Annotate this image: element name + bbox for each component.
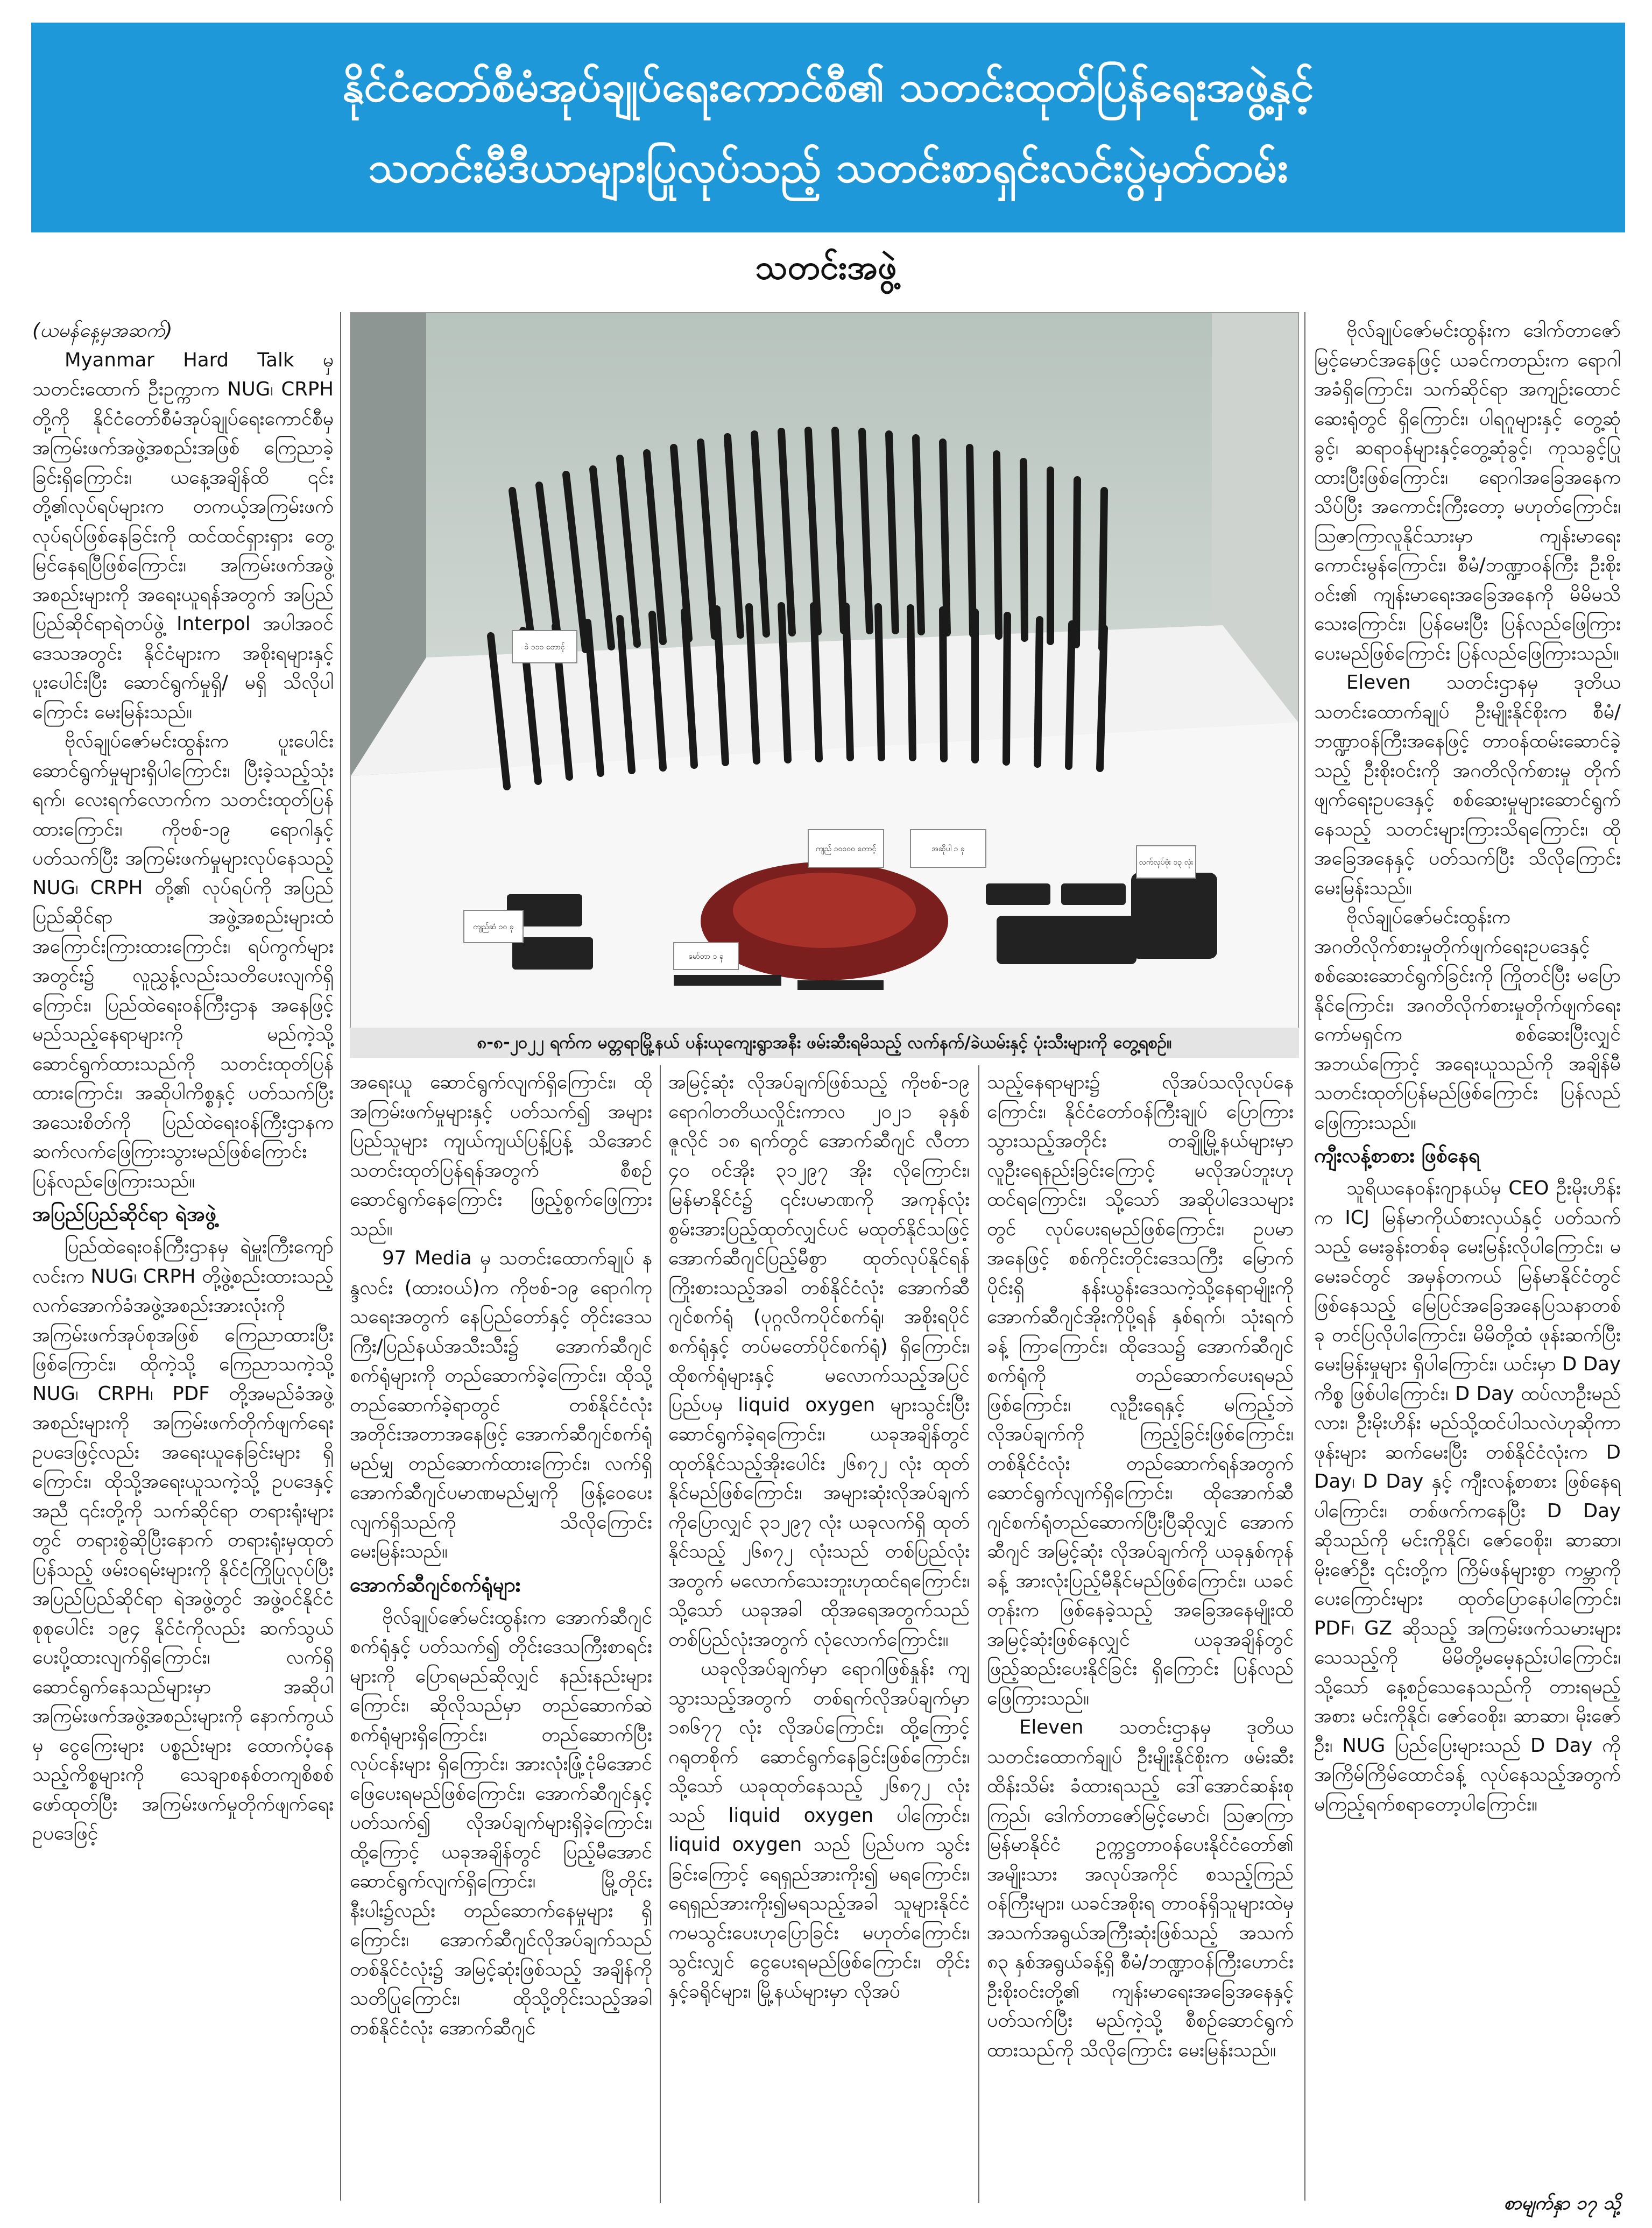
subheading: အောက်ဆီဂျင်စက်ရုံများ [350, 1573, 521, 1596]
continued-from-label: (ယမန်နေ့မှအဆက်) [32, 320, 173, 342]
column-divider [660, 1065, 661, 2203]
photo-label: မော်တာ ၁ ခု [688, 952, 724, 961]
weapons-photo [350, 312, 1299, 1029]
paragraph: Eleven သတင်းဌာနမှ ဒုတိယသတင်းထောက်ချုပ် ဦးမျိုးနိုင်စိုးက စီမံ/ဘဏ္ဍာဝန်ကြီးအနေဖြင့် တာဝန်ထမ်းဆောင်ခဲ့သည့် ဦးစိုးဝင်းကို အဂတိလိုက်စားမှု တိုက်ဖျက်ရေးဥပဒေနှင့် စစ်ဆေးမှုများဆောင်ရွက်နေသည့် သတင်းများကြားသိရကြောင်း၊ ထိုအခြေအနေနှင့် ပတ်သက်ပြီး သိလိုကြောင်း မေးမြန်းသည်။ [1314, 671, 1621, 899]
paragraph: ဗိုလ်ချုပ်ဇော်မင်းထွန်းက အောက်ဆီဂျင်စက်ရုံနှင့် ပတ်သက်၍ တိုင်းဒေသကြီးစာရင်းများကို ပြောရမည်ဆိုလျှင် နည်းနည်းများကြောင်း၊ ဆိုလိုသည်မှာ တည်ဆောက်ဆဲ စက်ရုံများရှိကြောင်း၊ တည်ဆောက်ပြီးလုပ်ငန်းများ ရှိကြောင်း၊ အားလုံးဖြုံ့ငုံမိအောင် ဖြေပေးရမည်ဖြစ်ကြောင်း၊ အောက်ဆီဂျင်နှင့် ပတ်သက်၍ လိုအပ်ချက်များရှိခဲ့ကြောင်း၊ ထို့ကြောင့် ယခုအချိန်တွင် ပြည့်မီအောင် ဆောင်ရွက်လျက်ရှိကြောင်း၊ မြို့တိုင်းနီးပါး၌လည်း တည်ဆောက်နေမှုများ ရှိကြောင်း၊ အောက်ဆီဂျင်လိုအပ်ချက်သည် တစ်နိုင်ငံလုံး၌ အမြင့်ဆုံးဖြစ်သည့် အချိန်ကိုသတိပြုကြောင်း၊ ထိုသို့တိုင်းသည့်အခါ တစ်နိုင်ငံလုံး အောက်ဆီဂျင် [350, 1606, 652, 2039]
paragraph: အရေးယူ ဆောင်ရွက်လျက်ရှိကြောင်း၊ ထိုအကြမ်းဖက်မှုများနှင့် ပတ်သက်၍ အများပြည်သူများ ကျယ်ကျယ်ပြန့်ပြန့် သိအောင် သတင်းထုတ်ပြန်ရန်အတွက် စီစဉ်ဆောင်ရွက်နေကြောင်း ဖြည့်စွက်ဖြေကြားသည်။ [350, 1071, 652, 1240]
paragraph: သည့်နေရာများ၌ လိုအပ်သလိုလုပ်နေကြောင်း၊ နိုင်ငံတော်ဝန်ကြီးချုပ် ပြောကြားသွားသည့်အတိုင်း တချို့မြို့နယ်များမှာ လူဦးရေနည်းခြင်းကြောင့် မလိုအပ်ဘူးဟု ထင်ရကြောင်း၊ သို့သော် အဆိုပါဒေသများတွင် လုပ်ပေးရမည်ဖြစ်ကြောင်း၊ ဥပမာအနေဖြင့် စစ်ကိုင်းတိုင်းဒေသကြီး မြောက်ပိုင်းရှိ နန်းယွန်းဒေသကဲ့သို့နေရာမျိုးကို အောက်ဆီဂျင်အိုးကိုပို့ရန် နှစ်ရက်၊ သုံးရက်ခန့် ကြာကြောင်း၊ ထိုဒေသ၌ အောက်ဆီဂျင်စက်ရုံကို တည်ဆောက်ပေးရမည်ဖြစ်ကြောင်း၊ လူဦးရေနှင့် မကြည့်ဘဲ လိုအပ်ချက်ကို ကြည့်ခြင်းဖြစ်ကြောင်း၊ တစ်နိုင်ငံလုံး တည်ဆောက်ရန်အတွက် ဆောင်ရွက်လျက်ရှိကြောင်း၊ ထိုအောက်ဆီဂျင်စက်ရုံတည်ဆောက်ပြီးပြီဆိုလျှင် အောက်ဆီဂျင် အမြင့်ဆုံး လိုအပ်ချက်ကို ယခုနှစ်ကုန်ခန့် အားလုံးပြည့်မီနိုင်မည်ဖြစ်ကြောင်း၊ ယခင်တုန်းက ဖြစ်နေခဲ့သည့် အခြေအနေမျိုးထိ အမြင့်ဆုံးဖြစ်နေလျှင် ယခုအချိန်တွင် ဖြည့်ဆည်းပေးနိုင်ခြင်း ရှိကြောင်း ပြန်လည်ဖြေကြားသည်။ [987, 1071, 1294, 1709]
headline-line-1: နိုင်ငံတော်စီမံအုပ်ချုပ်ရေးကောင်စီ၏ သတင်းထုတ်ပြန်ရေးအဖွဲ့နှင့် [342, 63, 1314, 111]
paragraph: အမြင့်ဆုံး လိုအပ်ချက်ဖြစ်သည့် ကိုဗစ်-၁၉ ရောဂါတတိယလှိုင်းကာလ ၂၀၂၁ ခုနှစ် ဇူလိုင် ၁၈ ရက်တွင် အောက်ဆီဂျင် လီတာ ၄၀ ဝင်အိုး ၃၁၂၉၇ အိုး လိုကြောင်း၊ မြန်မာနိုင်ငံ၌ ၎င်းပမာဏကို အကုန်လုံး စွမ်းအားပြည့်ထုတ်လျှင်ပင် မထုတ်နိုင်သဖြင့် အောက်ဆီဂျင်ပြည့်မီစွာ ထုတ်လုပ်နိုင်ရန် ကြိုးစားသည့်အခါ တစ်နိုင်ငံလုံး အောက်ဆီဂျင်စက်ရုံ (ပုဂ္ဂလိကပိုင်စက်ရုံ၊ အစိုးရပိုင်စက်ရုံနှင့် တပ်မတော်ပိုင်စက်ရုံ) ရှိကြောင်း၊ ထိုစက်ရုံများနှင့် မလောက်သည့်အပြင် ပြည်ပမှ liquid oxygen များသွင်းပြီး ဆောင်ရွက်ခဲ့ရကြောင်း၊ ယခုအချိန်တွင် ထုတ်နိုင်သည့်အိုးပေါင်း ၂၆၈၇၂ လုံး ထုတ်နိုင်မည်ဖြစ်ကြောင်း၊ အများဆုံးလိုအပ်ချက်ကိုပြောလျှင် ၃၁၂၉၇ လုံး ယခုလက်ရှိ ထုတ်နိုင်သည့် ၂၆၈၇၂ လုံးသည် တစ်ပြည်လုံးအတွက် မလောက်သေးဘူးဟုထင်ရကြောင်း၊ သို့သော် ယခုအခါ ထိုအရေအတွက်သည် တစ်ပြည်လုံးအတွက် လုံလောက်ကြောင်း။ [668, 1071, 970, 1651]
byline: သတင်းအဖွဲ့ [755, 247, 897, 287]
weapons-display-image [351, 313, 1298, 1028]
headline-line-2: သတင်းမီဒီယာများပြုလုပ်သည့် သတင်းစာရှင်းလင်းပွဲမှတ်တမ်း [368, 144, 1288, 192]
column-divider [978, 1065, 979, 2203]
photo-label: ကျည်ဆံ ၁၀ ခု [473, 923, 514, 931]
subheading: ကျီးလန့်စာစား ဖြစ်နေရ [1314, 1144, 1480, 1167]
photo-label: ခဲ ၁၁၁ တောင့် [524, 643, 565, 652]
paragraph: Myanmar Hard Talk မှ သတင်းထောက် ဦးဥက္ကာက NUG၊ CRPH တို့ကို နိုင်ငံတော်စီမံအုပ်ချုပ်ရေးကောင်စီမှ အကြမ်းဖက်အဖွဲ့အစည်းအဖြစ် ကြေညာခဲ့ခြင်းရှိကြောင်း၊ ယနေ့အချိန်ထိ ၎င်းတို့၏လုပ်ရပ်များက တကယ့်အကြမ်းဖက်လုပ်ရပ်ဖြစ်နေခြင်းကို ထင်ထင်ရှားရှား တွေ့မြင်နေရပြီဖြစ်ကြောင်း၊ အကြမ်းဖက်အဖွဲ့အစည်းများကို အရေးယူရန်အတွက် အပြည်ပြည်ဆိုင်ရာရဲတပ်ဖွဲ့ Interpol အပါအဝင် ဒေသအတွင်း နိုင်ငံများက အစိုးရများနှင့် ပူးပေါင်းပြီး ဆောင်ရွက်မှုရှိ/ မရှိ သိလိုပါကြောင်း မေးမြန်းသည်။ [32, 349, 334, 723]
paragraph: ပြည်ထဲရေးဝန်ကြီးဌာနမှ ရဲမှူးကြီးကျော်လင်းက NUG၊ CRPH တို့ဖွဲ့စည်းထားသည့် လက်အောက်ခံအဖွဲ့အစည်းအားလုံးကို အကြမ်းဖက်အုပ်စုအဖြစ် ကြေညာထားပြီးဖြစ်ကြောင်း၊ ထိုကဲ့သို့ ကြေညာသကဲ့သို့ NUG၊ CRPH၊ PDF တို့အမည်ခံအဖွဲ့အစည်းများကို အကြမ်းဖက်တိုက်ဖျက်ရေးဥပဒေဖြင့်လည်း အရေးယူနေခြင်းများ ရှိကြောင်း၊ ထိုသို့အရေးယူသကဲ့သို့ ဥပဒေနှင့်အညီ ၎င်းတို့ကို သက်ဆိုင်ရာ တရားရုံးများတွင် တရားစွဲဆိုပြီးနောက် တရားရုံးမှထုတ်ပြန်သည့် ဖမ်းဝရမ်းများကို နိုင်ငံကြိုပြုလုပ်ပြီး အပြည်ပြည်ဆိုင်ရာ ရဲအဖွဲ့တွင် အဖွဲ့ဝင်နိုင်ငံစုစုပေါင်း ၁၉၄ နိုင်ငံကိုလည်း ဆက်သွယ်ပေးပို့ထားလျက်ရှိကြောင်း၊ လက်ရှိဆောင်ရွက်နေသည်များမှာ အဆိုပါအကြမ်းဖက်အဖွဲ့အစည်းများကို နောက်ကွယ်မှ ငွေကြေးများ ပစ္စည်းများ ထောက်ပံ့နေသည့်ကိစ္စများကို သေချာစနစ်တကျစိစစ်ဖော်ထုတ်ပြီး အကြမ်းဖက်မှုတိုက်ဖျက်ရေးဥပဒေဖြင့် [32, 1236, 334, 1844]
column-divider [1304, 312, 1305, 2201]
subheading: အပြည်ပြည်ဆိုင်ရာ ရဲအဖွဲ့ [32, 1203, 217, 1226]
paragraph: 97 Media မှ သတင်းထောက်ချုပ် နန္ဒလင်း (ထားဝယ်)က ကိုဗစ်-၁၉ ရောဂါကုသရေးအတွက် နေပြည်တော်နှင့် တိုင်းဒေသကြီး/ပြည်နယ်အသီးသီး၌ အောက်ဆီဂျင်စက်ရုံများကို တည်ဆောက်ခဲ့ကြောင်း၊ ထိုသို့တည်ဆောက်ခဲ့ရာတွင် တစ်နိုင်ငံလုံး အတိုင်းအတာအနေဖြင့် အောက်ဆီဂျင်စက်ရုံ မည်မျှ တည်ဆောက်ထားကြောင်း၊ လက်ရှိ အောက်ဆီဂျင်ပမာဏမည်မျှကို ဖြန့်ဝေပေးလျက်ရှိသည်ကို သိလိုကြောင်း မေးမြန်းသည်။ [350, 1247, 652, 1562]
column-5 [1314, 316, 1621, 2183]
headline-banner [31, 23, 1625, 232]
paragraph: ယခုလိုအပ်ချက်မှာ ရောဂါဖြစ်နှုန်း ကျသွားသည့်အတွက် တစ်ရက်လိုအပ်ချက်မှာ ၁၈၆၇၇ လုံး လိုအပ်ကြောင်း၊ ထို့ကြောင့် ဂရုတစိုက် ဆောင်ရွက်နေခြင်းဖြစ်ကြောင်း၊ သို့သော် ယခုထုတ်နေသည့် ၂၆၈၇၂ လုံးသည် liquid oxygen ပါကြောင်း၊ liquid oxygen သည် ပြည်ပက သွင်းခြင်းကြောင့် ရေရှည်အားကိုး၍ မရကြောင်း၊ ရေရှည်အားကိုး၍မရသည့်အခါ သူများနိုင်ငံကမသွင်းပေးဟုပြောခြင်း မဟုတ်ကြောင်း၊ သွင်းလျှင် ငွေပေးရမည်ဖြစ်ကြောင်း၊ တိုင်းနှင့်ခရိုင်များ၊ မြို့နယ်များမှာ လိုအပ် [668, 1658, 970, 2003]
column-divider [340, 312, 341, 2201]
photo-caption: ၈-၈-၂၀၂၂ ရက်က မတ္တရာမြို့နယ် ပန်းယုကျေးရွာအနီး ဖမ်းဆီးရမိသည့် လက်နက်/ခဲယမ်းနှင့် ပုံးသီးများကို တွေ့ရစဉ်။ [350, 1028, 1299, 1058]
column-2 [350, 1068, 652, 2203]
photo-label: ကျည် ၁၀၀၀၀ တောင့် [815, 845, 877, 853]
paragraph: ဗိုလ်ချုပ်ဇော်မင်းထွန်းက အဂတိလိုက်စားမှုတိုက်ဖျက်ရေးဥပဒေနှင့် စစ်ဆေးဆောင်ရွက်ခြင်းကို ကြိုတင်ပြီး မပြောနိုင်ကြောင်း၊ အဂတိလိုက်စားမှုတိုက်ဖျက်ရေးကော်မရှင်က စစ်ဆေးပြီးလျှင် အဘယ်ကြောင့် အရေးယူသည်ကို အချိန်မီ သတင်းထုတ်ပြန်မည်ဖြစ်ကြောင်း ပြန်လည်ဖြေကြားသည်။ [1314, 906, 1621, 1134]
paragraph: ဗိုလ်ချုပ်ဇော်မင်းထွန်းက ဒေါက်တာဇော်မြင့်မောင်အနေဖြင့် ယခင်ကတည်းက ရောဂါအခံရှိကြောင်း၊ သက်ဆိုင်ရာ အကျဉ်းထောင်ဆေးရုံတွင် ရှိကြောင်း၊ ပါရဂူများနှင့် တွေ့ဆုံခွင့်၊ ဆရာဝန်များနှင့်တွေ့ဆုံခွင့်၊ ကုသခွင့်ပြုထားပြီးဖြစ်ကြောင်း၊ ရောဂါအခြေအနေကသိပ်ပြီး အကောင်းကြီးတော့ မဟုတ်ကြောင်း၊ ဩဇာကြာလူနိုင်သားမှာ ကျန်းမာရေးကောင်းမွန်ကြောင်း၊ စီမံ/ဘဏ္ဍာဝန်ကြီး ဦးစိုးဝင်း၏ ကျန်းမာရေးအခြေအနေကို မိမိမသိသေးကြောင်း၊ ပြန်မေးပြီး ပြန်လည်ဖြေကြားပေးမည်ဖြစ်ကြောင်း ပြန်လည်ဖြေကြားသည်။ [1314, 320, 1621, 664]
photo-label: လက်လုပ်ဗုံး ၁၃ လုံး [1139, 858, 1194, 867]
column-4 [987, 1068, 1294, 2203]
column-3 [668, 1068, 970, 2203]
photo-label: အဆိုပါ ၁ ခု [931, 845, 965, 853]
paragraph: သူရိယနေဝန်းဂျာနယ်မှ CEO ဦးမိုးဟိန်းက ICJ မြန်မာကိုယ်စားလှယ်နှင့် ပတ်သက်သည့် မေးခွန်းတစ်ခု မေးမြန်းလိုပါကြောင်း၊ မမေးခင်တွင် အမှန်တကယ် မြန်မာနိုင်ငံတွင် ဖြစ်နေသည့် မြေပြင်အခြေအနေပြသနာတစ်ခု တင်ပြလိုပါကြောင်း၊ မိမိတို့ထံ ဖုန်းဆက်ပြီးမေးမြန်းမှုများ ရှိပါကြောင်း၊ ယင်းမှာ D Day ကိစ္စ ဖြစ်ပါကြောင်း၊ D Day ထပ်လာဦးမည်လား၊ ဦးမိုးဟိန်း မည်သို့ထင်ပါသလဲဟုဆိုကာ ဖုန်းများ ဆက်မေးပြီး တစ်နိုင်ငံလုံးက D Day၊ D Day နှင့် ကျီးလန့်စာစား ဖြစ်နေရပါကြောင်း၊ တစ်ဖက်ကနေပြီး D Day ဆိုသည်ကို မင်းကိုနိုင်၊ ဇော်ဝေစိုး၊ ဆာဆာ၊ မိုးဇော်ဦး ၎င်းတို့က ကြိမ်ဖန်များစွာ ကမ္ဘာကိုပေးကြောင်းများ ထုတ်ပြောနေပါကြောင်း၊ PDF၊ GZ ဆိုသည့် အကြမ်းဖက်သမားများ သေသည့်ကို မိမိတို့မမေ့နည်းပါကြောင်း၊ သို့သော် နေ့စဉ်သေနေသည်ကို တားရမည့်အစား မင်းကိုနိုင်၊ ဇော်ဝေစိုး၊ ဆာဆာ၊ မိုးဇော်ဦး၊ NUG ပြည်ပြေးများသည် D Day ကို အကြိမ်ကြိမ်ထောင်ခန့် လုပ်နေသည့်အတွက် မကြည့်ရက်စရာတော့ပါကြောင်း။ [1314, 1177, 1621, 1815]
column-1 [32, 316, 334, 2205]
paragraph: Eleven သတင်းဌာနမှ ဒုတိယသတင်းထောက်ချုပ် ဦးမျိုးနိုင်စိုးက ဖမ်းဆီးထိန်းသိမ်း ခံထားရသည့် ဒေါ်အောင်ဆန်းစုကြည်၊ ဒေါက်တာဇော်မြင့်မောင်၊ ဩဇာကြာ မြန်မာနိုင်ငံ ဥက္ကဋ္ဌတာဝန်ပေးနိုင်ငံတော်၏ အမျိုးသား အလုပ်အကိုင် စသည့်ကြည်ဝန်ကြီးများ၊ ယခင်အစိုးရ တာဝန်ရှိသူများထဲမှ အသက်အရွယ်အကြီးဆုံးဖြစ်သည့် အသက် ၈၃ နှစ်အရွယ်ခန့်ရှိ စီမံ/ဘဏ္ဍာဝန်ကြီးဟောင်း ဦးစိုးဝင်းတို့၏ ကျန်းမာရေးအခြေအနေနှင့် ပတ်သက်ပြီး မည်ကဲ့သို့ စီစဉ်ဆောင်ရွက်ထားသည်ကို သိလိုကြောင်း မေးမြန်းသည်။ [987, 1716, 1294, 2061]
continued-on-page-label: စာမျက်နှာ ၁၇ သို့ [1503, 2192, 1621, 2214]
paragraph: ဗိုလ်ချုပ်ဇော်မင်းထွန်းက ပူးပေါင်းဆောင်ရွက်မှုများရှိပါကြောင်း၊ ပြီးခဲ့သည့်သုံးရက်၊ လေးရက်လောက်က သတင်းထုတ်ပြန်ထားကြောင်း၊ ကိုဗစ်-၁၉ ရောဂါနှင့် ပတ်သက်ပြီး အကြမ်းဖက်မှုများလုပ်နေသည့် NUG၊ CRPH တို့၏ လုပ်ရပ်ကို အပြည်ပြည်ဆိုင်ရာ အဖွဲ့အစည်းများထံ အကြောင်းကြားထားကြောင်း၊ ရပ်ကွက်များအတွင်း၌ လူညွှန့်လည်းသတိပေးလျက်ရှိကြောင်း၊ ပြည်ထဲရေးဝန်ကြီးဌာန အနေဖြင့် မည်သည့်နေရာများကို မည်ကဲ့သို့ ဆောင်ရွက်ထားသည်ကို သတင်းထုတ်ပြန်ထားကြောင်း၊ အဆိုပါကိစ္စနှင့် ပတ်သက်ပြီး အသေးစိတ်ကို ပြည်ထဲရေးဝန်ကြီးဌာနက ဆက်လက်ဖြေကြားသွားမည်ဖြစ်ကြောင်း ပြန်လည်ဖြေကြားသည်။ [32, 730, 334, 1192]
